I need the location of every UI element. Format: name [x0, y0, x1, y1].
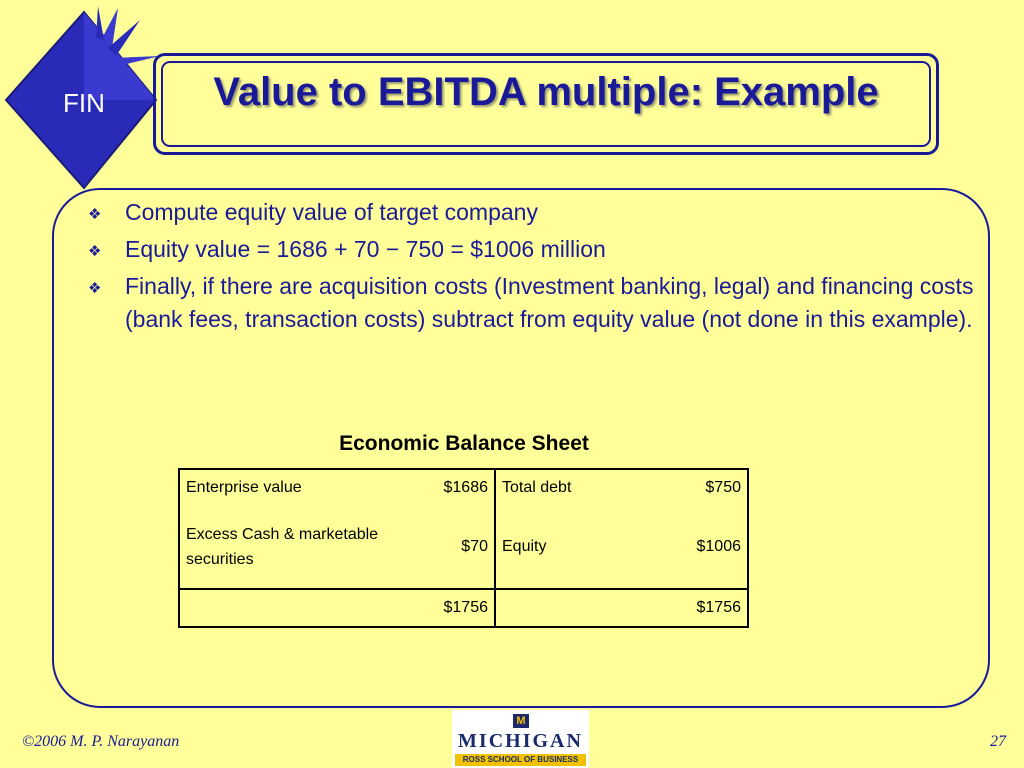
table-cell: Total debt [502, 478, 572, 496]
title-frame [153, 53, 939, 155]
diamond-bullet-icon: ❖ [88, 243, 102, 260]
diamond-bullet-icon: ❖ [88, 280, 102, 297]
bullet-item [88, 270, 988, 336]
table-cell: $70 [402, 506, 495, 589]
logo-subtitle: ROSS SCHOOL OF BUSINESS [455, 754, 586, 766]
balance-sheet-title: Economic Balance Sheet [339, 432, 589, 455]
page-number: 27 [990, 733, 1006, 750]
table-cell: $750 [705, 478, 741, 496]
table-row [179, 506, 748, 589]
table-cell: $1686 [402, 469, 495, 506]
fin-label: FIN [63, 88, 105, 118]
table-row [179, 469, 748, 506]
table-cell: Equity [502, 537, 547, 555]
balance-sheet-table [178, 468, 749, 628]
diamond-bullet-icon: ❖ [88, 206, 102, 223]
fin-badge [0, 0, 170, 200]
bullet-text: Finally, if there are acquisition costs (Investment banking, legal) and financing costs (bank fees, transaction costs) subtract from equity value (not done in this example). [125, 273, 974, 332]
bullet-text: Compute equity value of target company [125, 199, 538, 225]
table-cell: Enterprise value [186, 478, 302, 496]
table-cell: $1756 [678, 589, 748, 627]
bullet-list [88, 196, 988, 340]
logo-mark: M [513, 714, 529, 728]
michigan-logo [452, 710, 589, 768]
table-cell [179, 589, 402, 627]
bullet-item [88, 196, 988, 229]
table-cell [495, 589, 678, 627]
table-cell: $1756 [402, 589, 495, 627]
bullet-item [88, 233, 988, 266]
slide-title: Value to EBITDA multiple: Example [213, 70, 879, 114]
bullet-text: Equity value = 1686 + 70 − 750 = $1006 million [125, 236, 606, 262]
copyright: ©2006 M. P. Narayanan [22, 733, 180, 750]
table-cell: $1006 [696, 537, 741, 555]
table-cell: Excess Cash & marketable securities [186, 525, 379, 568]
logo-wordmark: MICHIGAN [458, 730, 583, 752]
table-row-total [179, 589, 748, 627]
